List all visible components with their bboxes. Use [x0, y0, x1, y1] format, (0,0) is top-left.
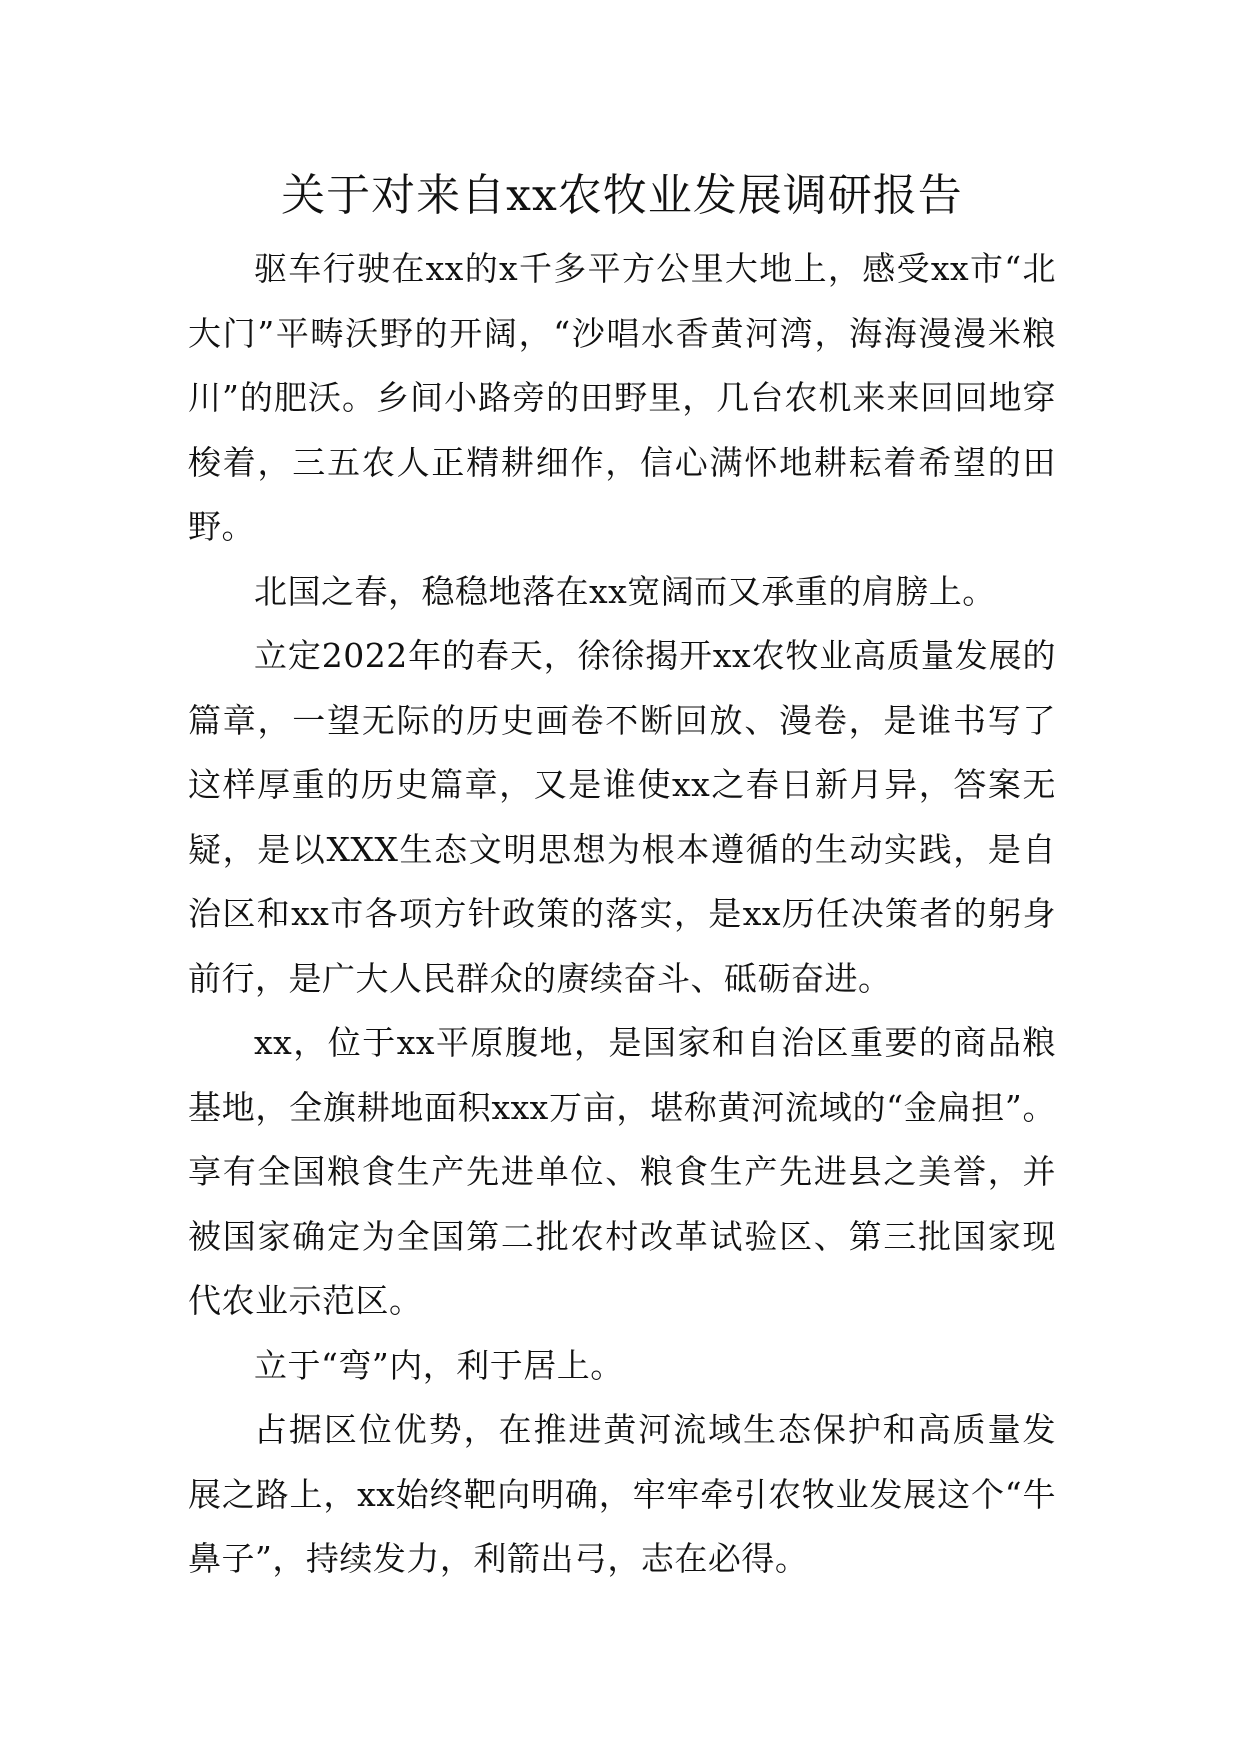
document-page: [188, 165, 1056, 1592]
document-title: 关于对来自xx农牧业发展调研报告: [281, 170, 963, 221]
paragraph-4: xx，位于xx平原腹地，是国家和自治区重要的商品粮基地，全旗耕地面积xxx万亩，堪称黄河流域的“金扁担”。享有全国粮食生产先进单位、粮食生产先进县之美誉，并被国家确定为全国第二批农村改革试验区、第三批国家现代农业示范区。: [188, 1023, 1056, 1320]
paragraph-6: 占据区位优势，在推进黄河流域生态保护和高质量发展之路上，xx始终靶向明确，牢牢牵引农牧业发展这个“牛鼻子”，持续发力，利箭出弓，志在必得。: [188, 1410, 1056, 1578]
paragraph-3: 立定2022年的春天，徐徐揭开xx农牧业高质量发展的篇章，一望无际的历史画卷不断回放、漫卷，是谁书写了这样厚重的历史篇章，又是谁使xx之春日新月异，答案无疑，是以XXX生态文明思想为根本遵循的生动实践，是自治区和xx市各项方针政策的落实，是xx历任决策者的躬身前行，是广大人民群众的赓续奋斗、砥砺奋进。: [188, 636, 1056, 998]
paragraph-1: 驱车行驶在xx的x千多平方公里大地上，感受xx市“北大门”平畴沃野的开阔，“沙唱水香黄河湾，海海漫漫米粮川”的肥沃。乡间小路旁的田野里，几台农机来来回回地穿梭着，三五农人正精耕细作，信心满怀地耕耘着希望的田野。: [188, 249, 1056, 546]
paragraph-2: 北国之春，稳稳地落在xx宽阔而又承重的肩膀上。: [254, 571, 996, 611]
paragraph-5: 立于“弯”内，利于居上。: [254, 1345, 624, 1385]
